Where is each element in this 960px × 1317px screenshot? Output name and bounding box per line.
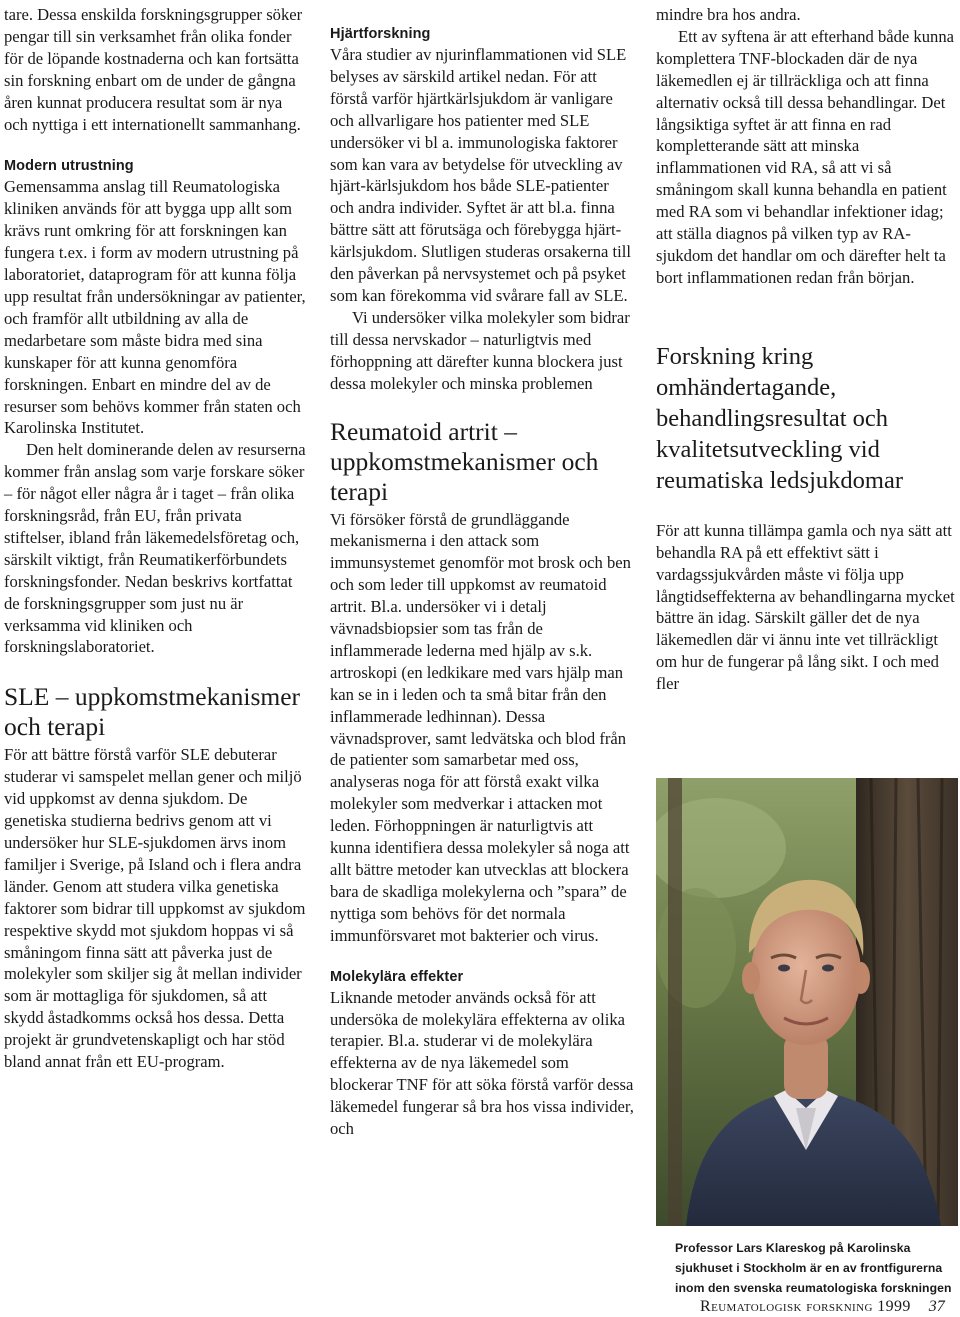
body-paragraph: Gemensamma anslag till Reumatologiska kliniken används för att bygga upp allt som krävs runt omkring för att forskningen kan fungera t.ex. i form av modern utrustning på laboratoriet, dataprogram för att kunna följa upp resultat från undersökningar av patienter, och framför allt utbildning av alla de medarbetare som måste bidra med sina kunskaper för att kunna genomföra forskningen. Enbart en mindre del av de resurser som behövs kommer från staten och Karolinska Institutet. (4, 177, 306, 438)
body-paragraph: Ett av syftena är att efterhand både kunna komplettera TNF-blockaden där de nya läkemedlen ej är tillräckliga och att finna alternativ också till dessa behandlingar. Det långsiktiga syftet är att finna en rad kompletterande sätt att minska inflammationen vid RA, så att vi så småningom skall kunna behandla en patient med RA som vi behandlar infektioner idag; att ställa diagnos på vilken typ av RA-sjukdom det handlar om och därefter helt ta bort inflammationen redan från början. (656, 26, 954, 287)
publication-name: Reumatologisk forskning 1999 (700, 1298, 911, 1315)
subheading-modern-utrustning: Modern utrustning (4, 158, 134, 175)
body-paragraph: Vi försöker förstå de grundläggande mekanismerna i den attack som immunsystemet genomför mot brosk och ben och som leder till uppkomst av reumatoid artrit. Bl.a. undersöker vi i detalj vävnadsbiopsier som tas från de inflammerade lederna med hjälp av s.k. artroskopi (en ledkikare med vars hjälp man kan se in i leden och ta små bitar från den inflammerade ledhinnan). Dessa vävnadsprover, samt ledvätska och blod från de patienter som samarbetar med oss, analyseras noga för att förstå exakt vilka molekyler som medverkar i attacken mot leden. Förhoppningen är naturligtvis att kunna identifiera dessa molekyler så noga att allt bättre metoder kan utvecklas att blockera bara de skadliga molekylerna och ”spara” de nyttiga som behövs för det normala immunförsvaret mot bakterier och virus. (330, 509, 631, 945)
body-paragraph: Vi undersöker vilka molekyler som bidrar till dessa nervskador – naturligtvis med förhoppning att därefter kunna blockera just dessa molekyler och minska problemen (330, 307, 630, 393)
column-2 (330, 24, 634, 1140)
column-3 (656, 4, 956, 695)
body-paragraph: För att bättre förstå varför SLE debuterar studerar vi samspelet mellan gener och miljö vid uppkomst av denna sjukdom. De genetiska studierna bedrivs genom att vi undersöker hur SLE-sjukdomen ärvs inom familjer i Sverige, på Island och i flera andra länder. Genom att studera vilka genetiska faktorer som bidrar till uppkomst av sjukdom respektive skydd mot sjukdom hoppas vi så småningom finna sätt att påverka just de molekyler som skiljer sig åt mellan individer som är mottagliga för sjukdomen, så att skydd åstadkomms också hos dessa. Detta projekt är grundvetenskapligt och har stöd bland annat från ett EU-program. (4, 745, 306, 1072)
photo-caption: Professor Lars Klareskog på Karolinska sjukhuset i Stockholm är en av frontfigurerna inom den svenska reumatologiska forskningen (675, 1241, 952, 1295)
page-number: 37 (928, 1298, 945, 1315)
portrait-photo (656, 778, 958, 1226)
callout-heading: Forskning kring omhändertagande, behandlingsresultat och kvalitetsutveckling vid reumatiska ledsjukdomar (656, 342, 903, 494)
body-paragraph: mindre bra hos andra. (656, 5, 801, 24)
column-1 (4, 4, 306, 1073)
body-paragraph: För att kunna tillämpa gamla och nya sätt att behandla RA på ett effektivt sätt i vardagssjukvården måste vi följa upp långtidseffekterna av behandlingarna mycket bättre än idag. Särskilt gäller det de nya läkemedlen där vi ännu inte vet tillräckligt om hur de fungerar på lång sikt. I och med fler (656, 520, 955, 694)
section-heading-reumatoid-artrit: Reumatoid artrit – uppkomstmekanismer och terapi (330, 416, 599, 506)
subheading-molekylara-effekter: Molekylära effekter (330, 968, 464, 985)
subheading-hjartforskning: Hjärtforskning (330, 26, 431, 42)
body-paragraph: Våra studier av njurinflammationen vid SLE belyses av särskild artikel nedan. För att förstå varför hjärtkärlsjukdom är vanligare och allvarligare hos patienter med SLE undersöker vi bl a. immunologiska faktorer som kan vara av betydelse för utveckling av hjärt-kärlsjukdom hos både SLE-patienter och andra individer. Syftet är att bl.a. finna bättre sätt att förutsäga och förebygga hjärt-kärlsjukdom. Slutligen studeras orsakerna till den påverkan på nervsystemet och på psyket som kan förekomma vid svårare fall av SLE. (330, 45, 631, 305)
page-footer (700, 1298, 960, 1316)
body-paragraph: Den helt dominerande delen av resurserna kommer från anslag som varje forskare söker – för något eller några år i taget – från olika forskningsråd, från EU, från privata stiftelser, ibland från läkemedelsföretag och, särskilt viktigt, från Reumatikerförbundets forskningsfonder. Nedan beskrivs kortfattat de forskningsgrupper som just nu är verksamma vid kliniken och forskningslaboratoriet. (4, 440, 306, 657)
body-paragraph: tare. Dessa enskilda forskningsgrupper söker pengar till sin verksamhet från olika fonder för de löpande kostnaderna och kan fortsätta sin forskning enbart om de under de gångna åren kunnat producera resultat som är nya och nyttiga i ett internationellt sammanhang. (4, 5, 303, 134)
body-paragraph: Liknande metoder används också för att undersöka de molekylära effekterna av olika terapier. Bl.a. studerar vi de molekylära effekterna av de nya läkemedel som blockerar TNF för att söka förstå varför dessa läkemedel fungerar så bra hos vissa individer, och (330, 987, 634, 1139)
portrait-illustration (656, 778, 958, 1226)
section-heading-sle: SLE – uppkomstmekanismer och terapi (4, 682, 301, 742)
